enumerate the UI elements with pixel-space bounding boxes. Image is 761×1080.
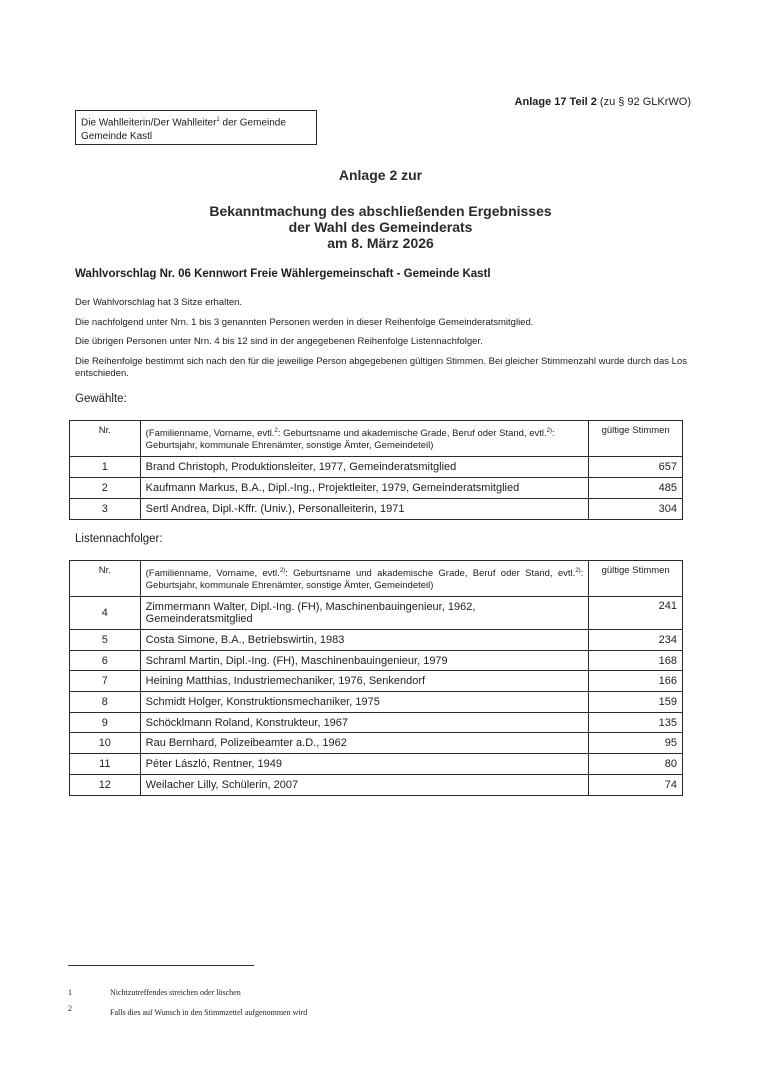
table-row: [70, 630, 683, 651]
table-row: [70, 712, 683, 733]
elected-table: [69, 420, 683, 520]
municipality-name: Gemeinde Kastl: [81, 131, 153, 143]
cell-votes: 135: [589, 712, 683, 733]
paragraph-order: Die Reihenfolge bestimmt sich nach den für die jeweilige Person abgegebenen gültigen Stimmen. Bei gleicher Stimmenzahl wurde durch das Los entschieden.: [75, 356, 687, 379]
table-row: [70, 692, 683, 713]
cell-nr: 8: [70, 692, 141, 713]
cell-votes: 657: [589, 457, 683, 478]
table-row: [70, 754, 683, 775]
cell-nr: 10: [70, 733, 141, 754]
cell-votes: 234: [589, 630, 683, 651]
cell-nr: 9: [70, 712, 141, 733]
cell-votes: 166: [589, 671, 683, 692]
cell-votes: 485: [589, 478, 683, 499]
paragraph-elected: Die nachfolgend unter Nrn. 1 bis 3 genannten Personen werden in dieser Reihenfolge Gemeinderatsmitglied.: [75, 317, 534, 328]
header-nr: Nr.: [70, 421, 141, 457]
table-row: [70, 457, 683, 478]
footnote-divider: [68, 965, 254, 966]
successors-label: Listennachfolger:: [75, 533, 163, 545]
cell-name: Schraml Martin, Dipl.-Ing. (FH), Maschinenbauingenieur, 1979: [140, 650, 589, 671]
cell-name: Schöcklmann Roland, Konstrukteur, 1967: [140, 712, 589, 733]
cell-votes: 168: [589, 650, 683, 671]
table-row: [70, 597, 683, 630]
footnote-ref: 1: [216, 117, 220, 123]
header-name: (Familienname, Vorname, evtl.$^{2)}$: Geburtsname und akademische Grade, Beruf oder Stand, evtl.$^{2)}$: Geburtsjahr, kommunale Ehrenämter, sonstige Ämter, Gemeindeteil): [140, 561, 589, 597]
footnote-1: 1 Nichtzutreffendes streichen oder löschen: [68, 988, 241, 997]
table-row: [70, 733, 683, 754]
cell-nr: 11: [70, 754, 141, 775]
header-nr: Nr.: [70, 561, 141, 597]
cell-nr: 1: [70, 457, 141, 478]
election-officer-box: [75, 110, 317, 145]
table-row: [70, 774, 683, 795]
cell-votes: 241: [589, 597, 683, 630]
cell-nr: 3: [70, 499, 141, 520]
cell-name: Kaufmann Markus, B.A., Dipl.-Ing., Projektleiter, 1979, Gemeinderatsmitglied: [140, 478, 589, 499]
header-votes: gültige Stimmen: [589, 421, 683, 457]
cell-votes: 304: [589, 499, 683, 520]
nomination-heading: Wahlvorschlag Nr. 06 Kennwort Freie Wählergemeinschaft - Gemeinde Kastl: [75, 268, 491, 280]
cell-name: Schmidt Holger, Konstruktionsmechaniker, 1975: [140, 692, 589, 713]
cell-name: Rau Bernhard, Polizeibeamter a.D., 1962: [140, 733, 589, 754]
cell-name: Weilacher Lilly, Schülerin, 2007: [140, 774, 589, 795]
election-officer-line: Die Wahlleiterin/Der Wahlleiter$^1$ der Gemeinde: [81, 117, 286, 129]
table-header-row: [70, 561, 683, 597]
cell-nr: 2: [70, 478, 141, 499]
cell-nr: 4: [70, 597, 141, 630]
table-row: [70, 478, 683, 499]
cell-votes: 159: [589, 692, 683, 713]
elected-label: Gewählte:: [75, 393, 127, 405]
cell-nr: 6: [70, 650, 141, 671]
paragraph-successors: Die übrigen Personen unter Nrn. 4 bis 12 sind in der angegebenen Reihenfolge Listennachfolger.: [75, 336, 483, 347]
cell-votes: 80: [589, 754, 683, 775]
cell-name: Brand Christoph, Produktionsleiter, 1977, Gemeinderatsmitglied: [140, 457, 589, 478]
paragraph-seats: Der Wahlvorschlag hat 3 Sitze erhalten.: [75, 297, 243, 308]
cell-name: Costa Simone, B.A., Betriebswirtin, 1983: [140, 630, 589, 651]
annex-reference: Anlage 17 Teil 2 (zu § 92 GLKrWO): [514, 96, 691, 108]
cell-nr: 12: [70, 774, 141, 795]
cell-nr: 7: [70, 671, 141, 692]
cell-votes: 95: [589, 733, 683, 754]
header-name: (Familienname, Vorname, evtl.$^2$: Geburtsname und akademische Grade, Beruf oder Stand, evtl.$^{2)}$: Geburtsjahr, kommunale Ehrenämter, sonstige Ämter, Gemeindeteil): [140, 421, 589, 457]
cell-name: Heining Matthias, Industriemechaniker, 1976, Senkendorf: [140, 671, 589, 692]
document-title: Bekanntmachung des abschließenden Ergebnisses der Wahl des Gemeinderats am 8. März 2026: [0, 203, 761, 251]
table-row: [70, 671, 683, 692]
annex-title: Anlage 2 zur: [338, 167, 423, 183]
cell-name: Sertl Andrea, Dipl.-Kffr. (Univ.), Personalleiterin, 1971: [140, 499, 589, 520]
successors-table: [69, 560, 683, 796]
table-row: [70, 650, 683, 671]
table-header-row: [70, 421, 683, 457]
cell-name: Zimmermann Walter, Dipl.-Ing. (FH), Maschinenbauingenieur, 1962, Gemeinderatsmitglied: [140, 597, 589, 630]
table-row: [70, 499, 683, 520]
election-date: am 8. März 2026: [327, 235, 434, 251]
cell-nr: 5: [70, 630, 141, 651]
cell-votes: 74: [589, 774, 683, 795]
header-votes: gültige Stimmen: [589, 561, 683, 597]
cell-name: Péter László, Rentner, 1949: [140, 754, 589, 775]
footnote-2: 2 Falls dies auf Wunsch in den Stimmzettel aufgenommen wird: [68, 1004, 308, 1017]
